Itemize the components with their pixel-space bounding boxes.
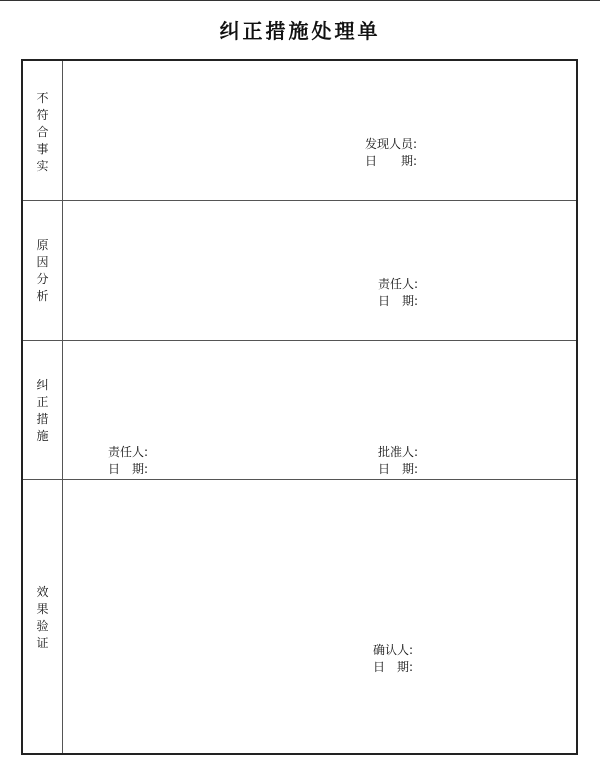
section-label-corrective-measures: 纠 正 措 施 bbox=[36, 378, 49, 443]
date-label: 日 期: bbox=[373, 660, 414, 674]
section-corrective-measures bbox=[23, 341, 576, 479]
date-label: 日 期: bbox=[378, 462, 419, 476]
responsible-person-label: 责任人: bbox=[378, 277, 419, 291]
section-nonconformity bbox=[23, 61, 576, 200]
date-label: 日 期: bbox=[365, 154, 418, 168]
section-label-cell bbox=[23, 201, 63, 340]
approver-label: 批准人: bbox=[378, 445, 419, 459]
confirmer-label: 确认人: bbox=[373, 643, 414, 657]
section-label-cell bbox=[23, 341, 63, 479]
page-title: 纠正措施处理单 bbox=[219, 19, 381, 43]
date-label: 日 期: bbox=[378, 294, 419, 308]
responsible-person-label: 责任人: bbox=[108, 445, 149, 459]
discoverer-label: 发现人员: bbox=[365, 137, 418, 151]
section-label-effect-verification: 效 果 验 证 bbox=[36, 585, 49, 650]
top-border-line bbox=[0, 0, 600, 1]
corrective-action-form bbox=[21, 59, 578, 755]
section-label-nonconformity: 不 符 合 事 实 bbox=[36, 91, 49, 173]
section-cause-analysis bbox=[23, 201, 576, 340]
section-label-cause-analysis: 原 因 分 析 bbox=[36, 238, 49, 303]
section-label-cell bbox=[23, 480, 63, 753]
section-effect-verification bbox=[23, 480, 576, 753]
section-label-cell bbox=[23, 61, 63, 200]
date-label: 日 期: bbox=[108, 462, 149, 476]
